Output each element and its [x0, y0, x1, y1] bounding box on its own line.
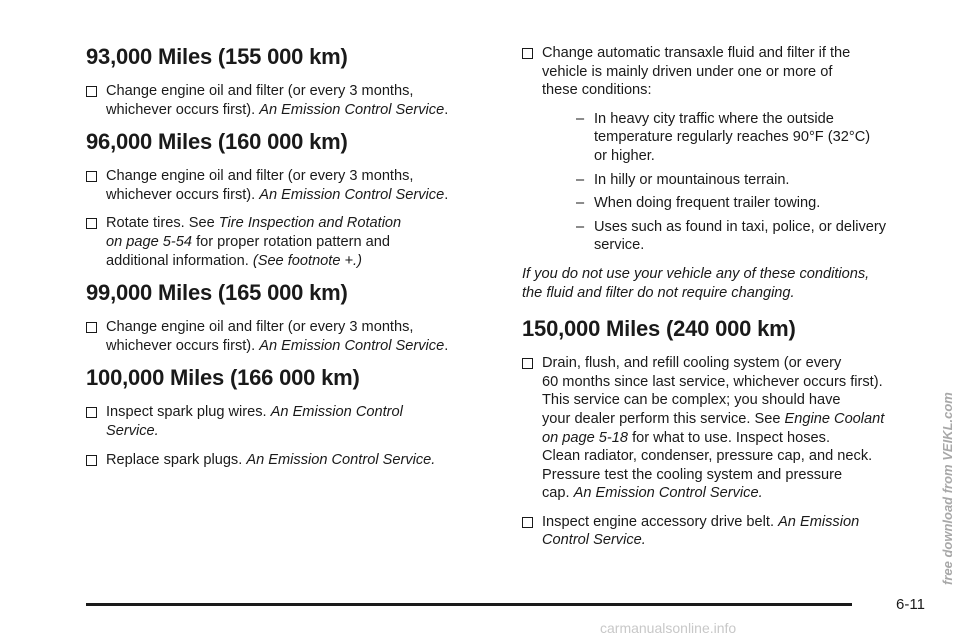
section-93000	[86, 44, 486, 119]
side-watermark-text: free download from VEIKL.com	[940, 392, 955, 585]
checkbox-icon[interactable]	[86, 86, 97, 97]
page-reference-link[interactable]: on page 5-54	[106, 233, 193, 250]
checklist-item: Drain, flush, and refill cooling system (or every 60 months since last service, whichever occurs first). This service can be complex; you should have your dealer perform this service. See Engine Coolant on page 5-18 for what to use. Inspect hoses. Clean radiator, condenser, pressure cap, and neck. Pressure test the cooling system and pressure cap. An Emission Control Service.	[522, 354, 932, 503]
side-watermark	[938, 0, 960, 600]
dash-bullet: –	[576, 195, 585, 212]
footer-rule	[86, 603, 852, 606]
page-number: 6-11	[896, 596, 925, 613]
checkbox-icon[interactable]	[522, 48, 533, 59]
section-heading: 150,000 Miles (240 000 km)	[522, 316, 796, 342]
page-reference-link[interactable]: on page 5-18	[542, 429, 629, 446]
condition-item: – In heavy city traffic where the outside temperature regularly reaches 90°F (32°C) or higher.	[576, 110, 871, 164]
section-heading: 99,000 Miles (165 000 km)	[86, 280, 348, 306]
condition-note: If you do not use your vehicle any of these conditions, the fluid and filter do not require changing.	[522, 265, 870, 301]
checkbox-icon[interactable]	[522, 517, 533, 528]
bottom-watermark: carmanualsonline.info	[600, 620, 737, 636]
checklist-item: Change automatic transaxle fluid and filter if the vehicle is mainly driven under one or more of these conditions:	[522, 44, 932, 100]
section-150000	[522, 316, 932, 550]
condition-item: – When doing frequent trailer towing.	[576, 195, 821, 212]
page-reference-link[interactable]: Engine Coolant	[784, 410, 885, 427]
section-heading: 100,000 Miles (166 000 km)	[86, 365, 360, 391]
dash-bullet: –	[576, 110, 585, 127]
checkbox-icon[interactable]	[86, 171, 97, 182]
checklist-item: Inspect spark plug wires. An Emission Control Service.	[86, 403, 486, 440]
condition-item: – Uses such as found in taxi, police, or delivery service.	[576, 218, 887, 254]
section-100000	[86, 365, 486, 469]
checkbox-icon[interactable]	[86, 218, 97, 229]
left-column	[86, 44, 486, 479]
page-reference-link[interactable]: Tire Inspection and Rotation	[218, 215, 402, 232]
checkbox-icon[interactable]	[86, 407, 97, 418]
footnote-text: (See footnote +.)	[252, 252, 362, 269]
dash-bullet: –	[576, 171, 585, 188]
checkbox-icon[interactable]	[522, 358, 533, 369]
checkbox-icon[interactable]	[86, 455, 97, 466]
section-heading: 96,000 Miles (160 000 km)	[86, 129, 348, 155]
checklist-item: Rotate tires. See Tire Inspection and Rotation on page 5-54 for proper rotation pattern and additional information. (See footnote +.)	[86, 214, 486, 270]
checklist-item: Inspect engine accessory drive belt. An Emission Control Service.	[522, 513, 932, 550]
checklist-item: Change engine oil and filter (or every 3 months, whichever occurs first). An Emission Control Service.	[86, 167, 486, 204]
section-99000	[86, 280, 486, 355]
checklist-item: Change engine oil and filter (or every 3 months, whichever occurs first). An Emission Control Service.	[86, 318, 486, 355]
section-heading: 93,000 Miles (155 000 km)	[86, 44, 348, 69]
checklist-item: Replace spark plugs. An Emission Control Service.	[86, 451, 486, 470]
section-96000	[86, 129, 486, 270]
condition-item: – In hilly or mountainous terrain.	[576, 171, 790, 188]
checklist-item: Change engine oil and filter (or every 3 months, whichever occurs first). An Emission Control Service.	[86, 82, 486, 119]
checkbox-icon[interactable]	[86, 322, 97, 333]
right-column	[522, 44, 932, 560]
dash-bullet: –	[576, 218, 585, 235]
